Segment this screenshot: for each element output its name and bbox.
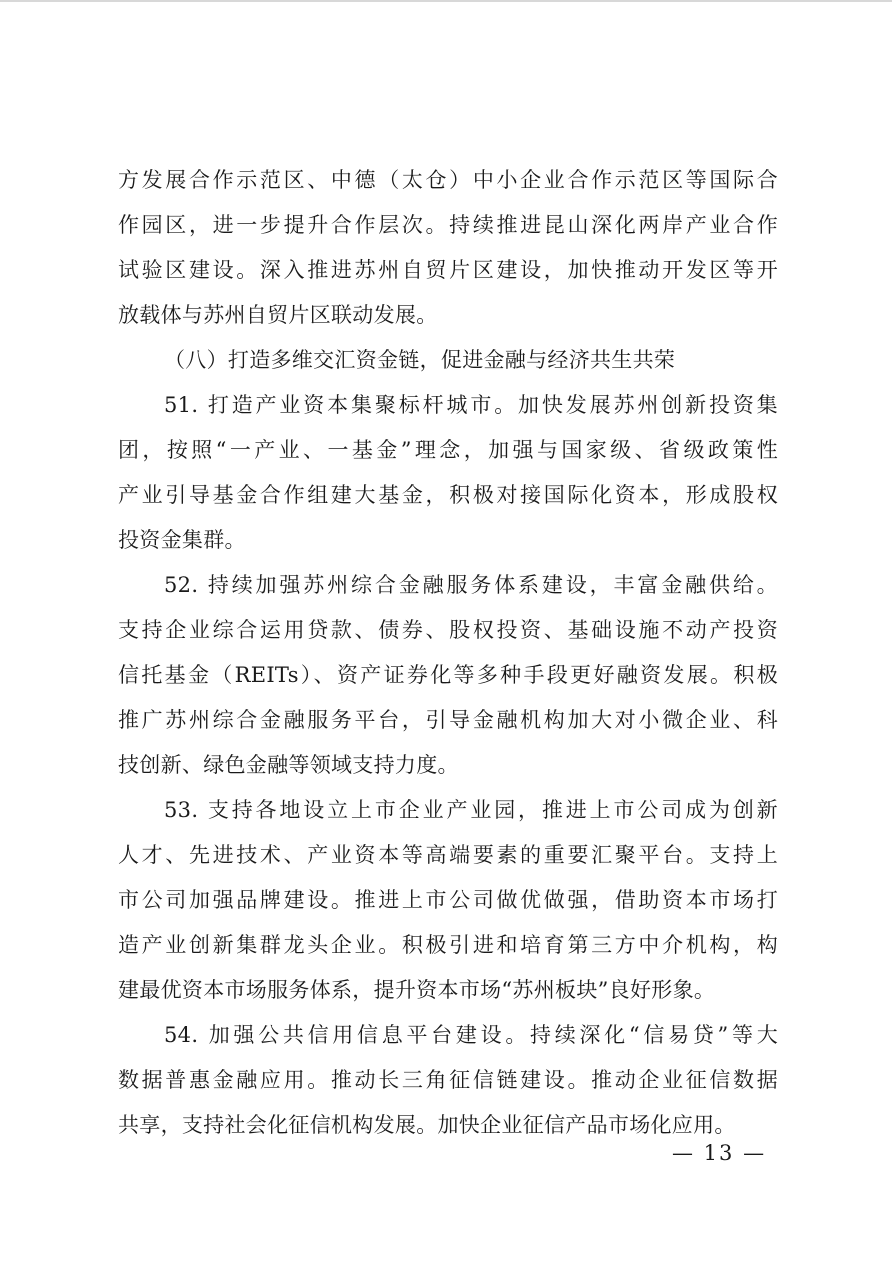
body-text: [118, 158, 778, 1148]
text-line: 信托基金（REITs）、资产证券化等多种手段更好融资发展。积极: [118, 663, 778, 687]
text-line: 放载体与苏州自贸片区联动发展。: [118, 303, 438, 327]
text-line: 技创新、绿色金融等领域支持力度。: [118, 753, 459, 777]
text-line: 试验区建设。深入推进苏州自贸片区建设，加快推动开发区等开: [118, 258, 778, 282]
text-line: 支持企业综合运用贷款、债券、股权投资、基础设施不动产投资: [118, 618, 778, 642]
text-line-item-54: 54. 加强公共信用信息平台建设。持续深化“信易贷”等大: [164, 1023, 778, 1047]
section-heading: （八）打造多维交汇资金链，促进金融与经济共生共荣: [164, 348, 676, 372]
text-line-item-51: 51. 打造产业资本集聚标杆城市。加快发展苏州创新投资集: [164, 393, 778, 417]
text-line: 作园区，进一步提升合作层次。持续推进昆山深化两岸产业合作: [118, 213, 778, 237]
text-line: 团，按照“一产业、一基金”理念，加强与国家级、省级政策性: [118, 438, 778, 462]
text-line-item-52: 52. 持续加强苏州综合金融服务体系建设，丰富金融供给。: [164, 573, 778, 597]
text-line: 方发展合作示范区、中德（太仓）中小企业合作示范区等国际合: [118, 168, 778, 192]
text-line-item-53: 53. 支持各地设立上市企业产业园，推进上市公司成为创新: [164, 798, 778, 822]
text-line: 产业引导基金合作组建大基金，积极对接国际化资本，形成股权: [118, 483, 778, 507]
text-line: 人才、先进技术、产业资本等高端要素的重要汇聚平台。支持上: [118, 843, 778, 867]
page-number: — 13 —: [672, 1141, 767, 1165]
text-line: 共享，支持社会化征信机构发展。加快企业征信产品市场化应用。: [118, 1113, 736, 1137]
text-line: 建最优资本市场服务体系，提升资本市场“苏州板块”良好形象。: [118, 978, 716, 1002]
top-border-rule: [0, 0, 892, 2]
text-line: 造产业创新集群龙头企业。积极引进和培育第三方中介机构，构: [118, 933, 778, 957]
text-line: 推广苏州综合金融服务平台，引导金融机构加大对小微企业、科: [118, 708, 778, 732]
text-line: 投资金集群。: [118, 528, 246, 552]
text-line: 数据普惠金融应用。推动长三角征信链建设。推动企业征信数据: [118, 1068, 778, 1092]
text-line: 市公司加强品牌建设。推进上市公司做优做强，借助资本市场打: [118, 888, 778, 912]
